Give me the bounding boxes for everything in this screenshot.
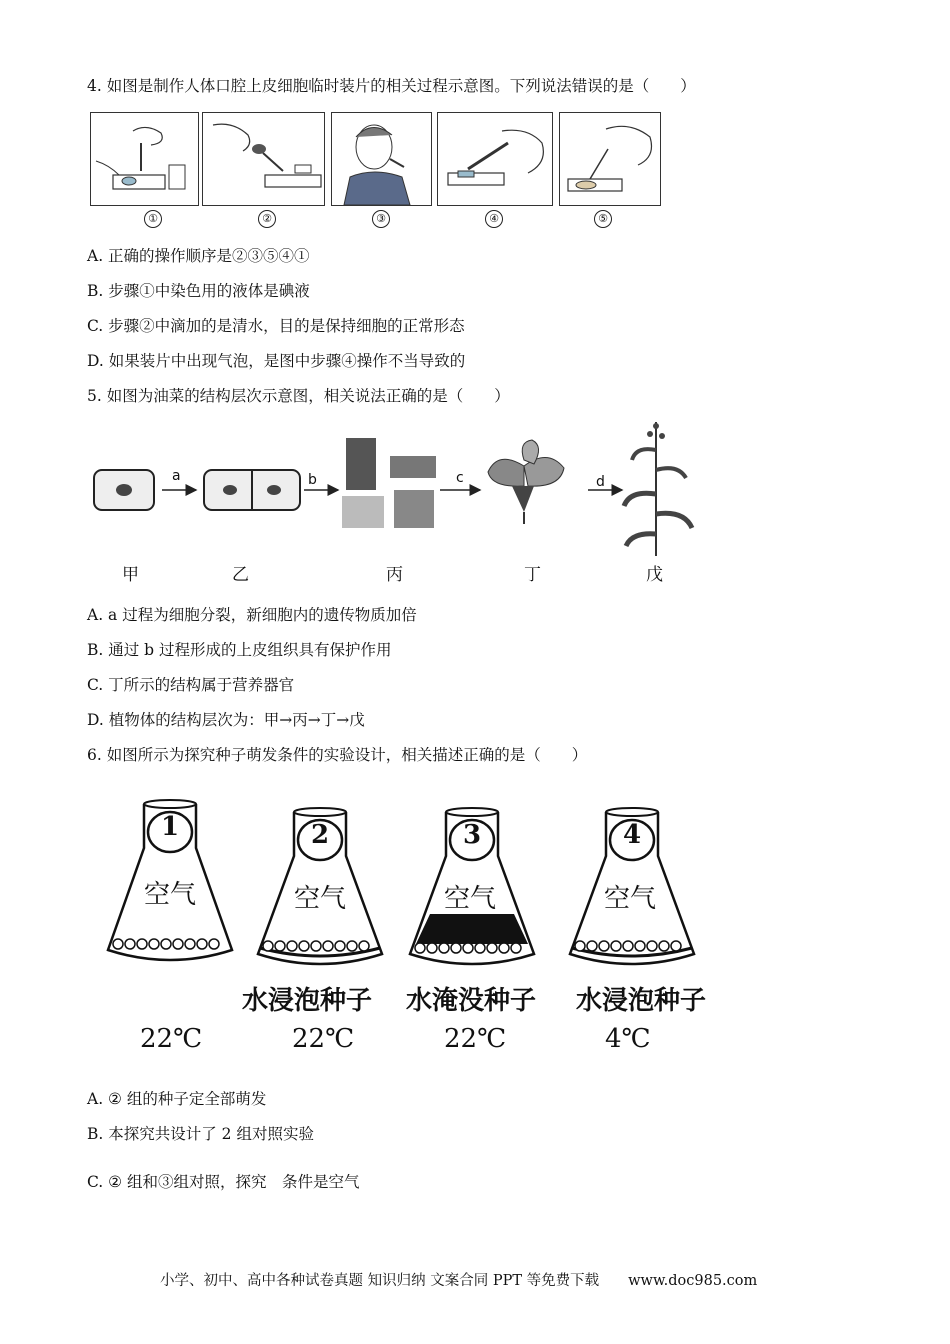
q6-figure	[100, 790, 740, 1060]
q5-stem: 5. 如图为油菜的结构层次示意图，相关说法正确的是（ ）	[87, 387, 510, 405]
q6-option-a: A. ② 组的种子定全部萌发	[87, 1090, 267, 1108]
flask-3-temp: 22℃	[444, 1024, 507, 1054]
arrow-label-b: b	[308, 472, 317, 488]
flask-4-gas: 空气	[604, 884, 657, 914]
flask-2-gas: 空气	[294, 884, 347, 914]
q4-option-d: D. 如果装片中出现气泡，是图中步骤④操作不当导致的	[87, 352, 466, 370]
q4-option-c: C. 步骤②中滴加的是清水，目的是保持细胞的正常形态	[87, 317, 465, 335]
step3-panel	[331, 112, 432, 206]
smear-illustration	[560, 113, 660, 205]
dropper-illustration	[203, 113, 324, 205]
stage-label-bing: 丙	[386, 565, 403, 585]
single-cell	[94, 470, 154, 510]
q5-option-a: A. a 过程为细胞分裂，新细胞内的遗传物质加倍	[87, 606, 417, 624]
structure-levels-diagram	[88, 420, 708, 560]
step2-label: ②	[258, 210, 276, 228]
q6-option-b: B. 本探究共设计了 2 组对照实验	[87, 1125, 314, 1143]
q5-option-c: C. 丁所示的结构属于营养器官	[87, 676, 295, 694]
step5-panel	[559, 112, 661, 206]
flask-1-number: 1	[161, 812, 180, 842]
step1-panel	[90, 112, 199, 206]
flask-4-temp: 4℃	[605, 1024, 651, 1054]
flask-3-caption: 水淹没种子	[406, 986, 537, 1016]
q5-option-d: D. 植物体的结构层次为：甲→丙→丁→戊	[87, 711, 365, 729]
flask-4-caption: 水浸泡种子	[576, 986, 707, 1016]
q4-option-b: B. 步骤①中染色用的液体是碘液	[87, 282, 310, 300]
flask-2-number: 2	[311, 820, 330, 850]
step5-label: ⑤	[594, 210, 612, 228]
arrow-label-d: d	[596, 474, 605, 490]
q4-option-a: A. 正确的操作顺序是②③⑤④①	[87, 247, 310, 265]
q4-stem: 4. 如图是制作人体口腔上皮细胞临时装片的相关过程示意图。下列说法错误的是（ ）	[87, 77, 696, 95]
stage-label-yi: 乙	[232, 565, 249, 585]
step4-panel	[437, 112, 553, 206]
flask-4-number: 4	[623, 820, 642, 850]
stage-label-jia: 甲	[122, 565, 139, 585]
step1-label: ①	[144, 210, 162, 228]
scrape-illustration	[332, 113, 431, 205]
coverslip-illustration	[438, 113, 552, 205]
tissues	[342, 438, 436, 528]
step2-panel	[202, 112, 325, 206]
q5-option-b: B. 通过 b 过程形成的上皮组织具有保护作用	[87, 641, 392, 659]
flask-2-caption: 水浸泡种子	[242, 986, 373, 1016]
stage-label-ding: 丁	[524, 565, 541, 585]
flask-1-temp: 22℃	[140, 1024, 203, 1054]
stain-illustration	[91, 113, 198, 205]
q6-option-c: C. ② 组和③组对照，探究 条件是空气	[87, 1173, 360, 1191]
flower	[488, 440, 564, 524]
arrow-label-a: a	[172, 468, 181, 484]
flask-1-gas: 空气	[144, 880, 197, 910]
stage-label-wu: 戊	[646, 565, 663, 585]
step3-label: ③	[372, 210, 390, 228]
footer-banner: 小学、初中、高中各种试卷真题 知识归纳 文案合同 PPT 等免费下载 www.doc985.com	[160, 1273, 758, 1289]
flask-3-gas: 空气	[444, 884, 497, 914]
flask-3-number: 3	[463, 820, 482, 850]
two-cells	[204, 470, 300, 510]
step4-label: ④	[485, 210, 503, 228]
q4-figure	[90, 112, 665, 232]
flask-2-temp: 22℃	[292, 1024, 355, 1054]
plant	[624, 422, 692, 556]
arrow-label-c: c	[456, 470, 464, 486]
q6-stem: 6. 如图所示为探究种子萌发条件的实验设计，相关描述正确的是（ ）	[87, 746, 588, 764]
q5-figure	[88, 420, 708, 590]
